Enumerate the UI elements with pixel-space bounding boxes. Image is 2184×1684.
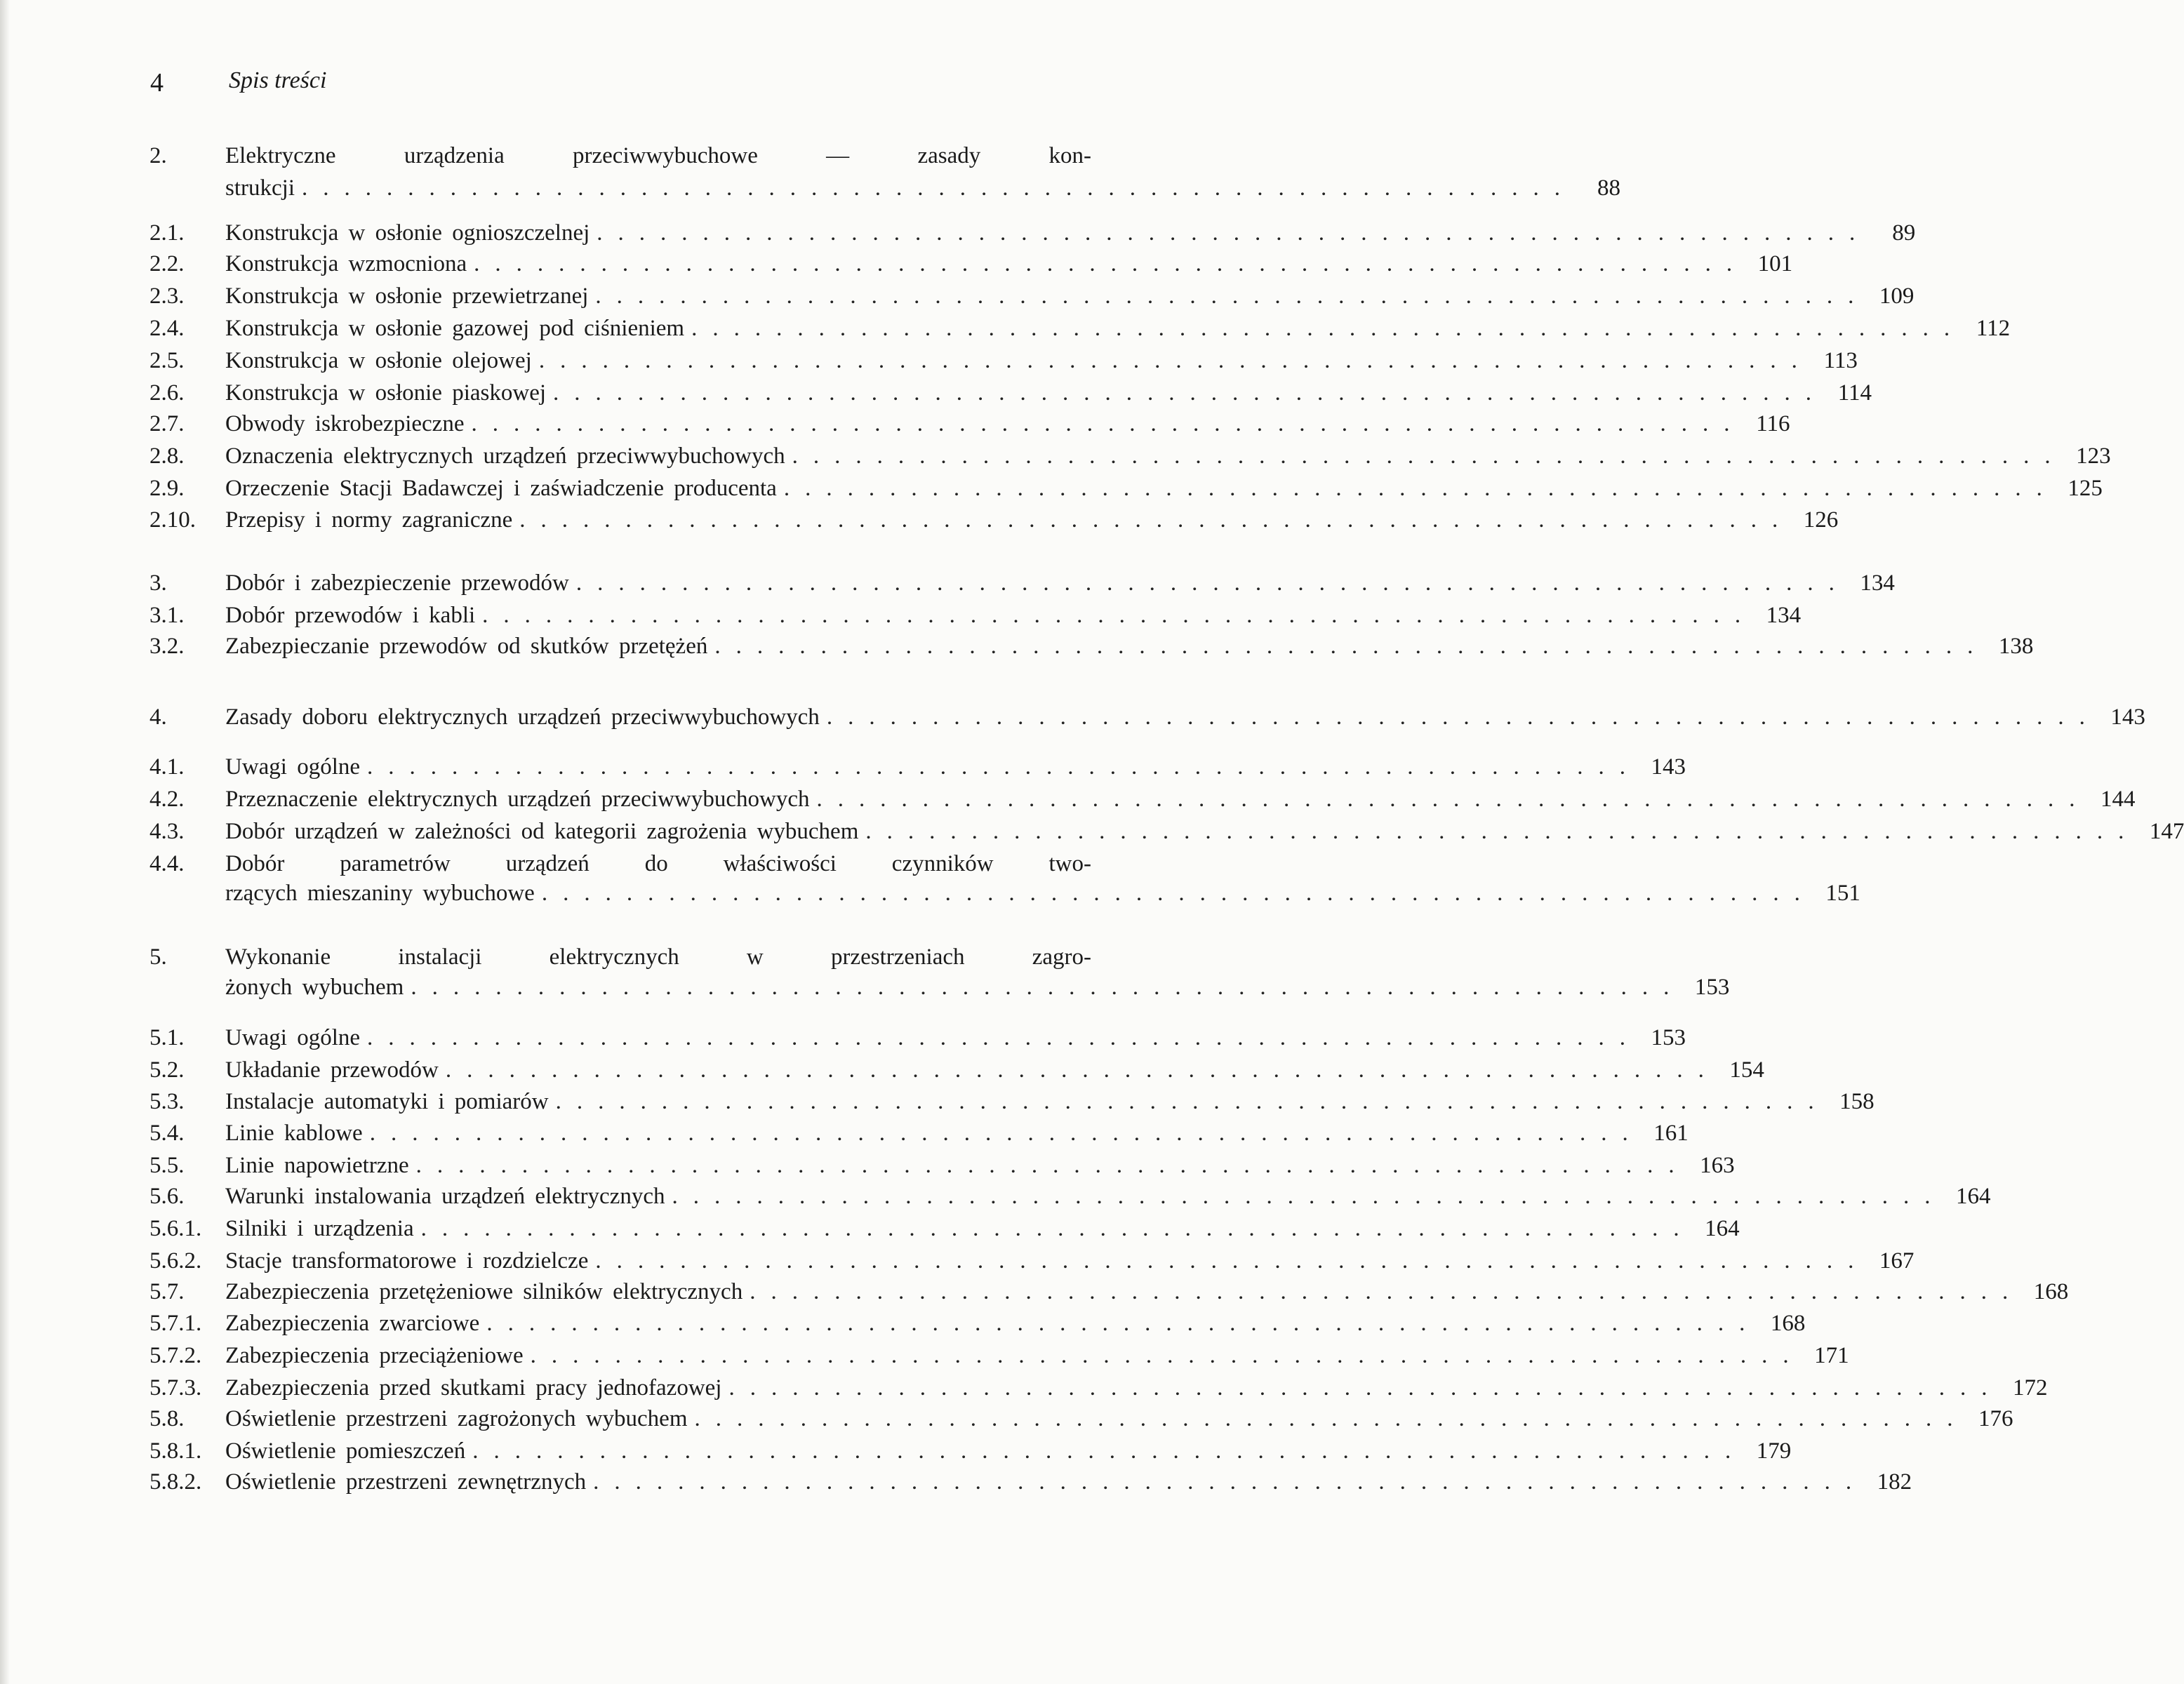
entry-page-number: 158 <box>1839 1089 1875 1115</box>
dot-leader: ............................................................ <box>750 1279 2024 1305</box>
dot-leader: ............................................................ <box>555 1089 1830 1115</box>
entry-title: Orzeczenie Stacji Badawczej i zaświadczenie producenta <box>225 476 777 502</box>
toc-entry-line <box>149 316 2011 347</box>
entry-title: Uwagi ogólne <box>225 754 361 780</box>
toc-entry-line <box>149 881 1860 911</box>
entry-title: Zabezpieczenia przeciążeniowe <box>225 1342 524 1368</box>
entry-title: Dobór urządzeń w zależności od kategorii zagrożenia wybuchem <box>225 818 859 844</box>
entry-number: 2.9. <box>149 476 185 502</box>
entry-page-number: 123 <box>2076 443 2111 469</box>
toc-entry-line <box>149 1375 2048 1406</box>
toc-entry-line <box>149 570 1895 601</box>
toc-entry-line <box>149 175 1620 206</box>
dot-leader: ............................................................ <box>595 1248 1870 1274</box>
entry-title: żonych wybuchem <box>225 974 404 1000</box>
toc-entry-line <box>149 754 1686 785</box>
entry-number: 2.7. <box>149 411 185 437</box>
dot-leader: ............................................................ <box>411 974 1685 1000</box>
entry-number: 2.5. <box>149 348 185 374</box>
entry-title: Uwagi ogólne <box>225 1024 361 1050</box>
entry-page-number: 112 <box>1976 316 2011 342</box>
dot-leader: ............................................................ <box>816 786 2091 812</box>
entry-title: Stacje transformatorowe i rozdzielcze <box>225 1248 589 1274</box>
entry-title: Linie kablowe <box>225 1120 363 1146</box>
entry-page-number: 89 <box>1892 220 1916 246</box>
entry-number: 5.4. <box>149 1120 185 1146</box>
dot-leader: ............................................................ <box>597 220 1871 246</box>
entry-number: 4. <box>149 704 167 730</box>
toc-entry-line <box>149 348 1858 379</box>
entry-page-number: 101 <box>1757 251 1793 277</box>
toc-entry-line <box>149 1248 1915 1279</box>
entry-number: 5.8.2. <box>149 1469 202 1495</box>
entry-title: Oświetlenie przestrzeni zagrożonych wybuchem <box>225 1406 688 1432</box>
toc-entry-line <box>149 443 2111 474</box>
toc-entry-line <box>149 1152 1735 1184</box>
toc-entry-line <box>149 851 1091 882</box>
dot-leader: ............................................................ <box>445 1057 1719 1083</box>
entry-number: 2.6. <box>149 380 185 406</box>
entry-number: 2.10. <box>149 507 196 533</box>
entry-title: Oświetlenie przestrzeni zewnętrznych <box>225 1469 587 1495</box>
toc-entry-line <box>149 1438 1792 1469</box>
entry-number: 5.7.2. <box>149 1342 202 1368</box>
toc-entry-line <box>149 602 1802 634</box>
entry-number: 5.7.1. <box>149 1310 202 1336</box>
entry-page-number: 126 <box>1803 507 1839 533</box>
entry-number: 5. <box>149 944 167 970</box>
entry-number: 3.2. <box>149 634 185 660</box>
toc-entry-line <box>149 143 1091 174</box>
entry-title: Wykonanie instalacji elektrycznych w przestrzeniach zagro- <box>225 944 1091 970</box>
entry-title: Warunki instalowania urządzeń elektrycznych <box>225 1184 665 1210</box>
entry-number: 5.7.3. <box>149 1375 202 1401</box>
entry-title: Zabezpieczenia przed skutkami pracy jednofazowej <box>225 1375 722 1401</box>
entry-number: 5.8. <box>149 1406 185 1432</box>
entry-number: 5.8.1. <box>149 1438 202 1464</box>
entry-number: 3.1. <box>149 602 185 628</box>
entry-title: Silniki i urządzenia <box>225 1216 414 1242</box>
entry-number: 4.4. <box>149 850 185 876</box>
entry-page-number: 109 <box>1879 283 1915 309</box>
entry-title: Konstrukcja wzmocniona <box>225 251 467 277</box>
entry-number: 4.2. <box>149 786 185 812</box>
entry-page-number: 116 <box>1756 411 1790 437</box>
entry-title: Zabezpieczenia zwarciowe <box>225 1310 480 1336</box>
entry-number: 5.6.2. <box>149 1248 202 1274</box>
toc-entry-line <box>149 283 1915 314</box>
entry-page-number: 161 <box>1653 1120 1689 1146</box>
entry-title: Zabezpieczenia przetężeniowe silników elektrycznych <box>225 1279 743 1305</box>
entry-page-number: 143 <box>2110 704 2145 730</box>
dot-leader: ............................................................ <box>595 283 1870 309</box>
entry-title: Dobór przewodów i kabli <box>225 602 476 628</box>
entry-page-number: 153 <box>1694 974 1730 1000</box>
toc-entry-line <box>149 1310 1806 1342</box>
entry-page-number: 163 <box>1700 1152 1735 1178</box>
entry-title: Konstrukcja w osłonie gazowej pod ciśnieniem <box>225 316 685 342</box>
entry-title: Dobór i zabezpieczenie przewodów <box>225 570 569 596</box>
entry-title: Zasady doboru elektrycznych urządzeń przeciwwybuchowych <box>225 704 820 730</box>
entry-page-number: 153 <box>1651 1024 1686 1050</box>
entry-page-number: 176 <box>1978 1406 2013 1432</box>
entry-title: Układanie przewodów <box>225 1057 439 1083</box>
dot-leader: ............................................................ <box>482 602 1757 628</box>
entry-number: 2.4. <box>149 316 185 342</box>
entry-number: 5.1. <box>149 1024 185 1050</box>
toc-entry-line <box>149 220 1916 251</box>
toc-entry-line <box>149 1184 1991 1215</box>
dot-leader: ............................................................ <box>826 704 2100 730</box>
entry-page-number: 88 <box>1597 175 1620 201</box>
entry-title: Konstrukcja w osłonie piaskowej <box>225 380 547 406</box>
dot-leader: ............................................................ <box>472 1438 1747 1464</box>
entry-title: Konstrukcja w osłonie przewietrzanej <box>225 283 589 309</box>
page-number: 4 <box>150 68 164 98</box>
entry-number: 5.2. <box>149 1057 185 1083</box>
entry-number: 2. <box>149 142 167 168</box>
toc-entry-line <box>149 634 2034 664</box>
entry-page-number: 179 <box>1756 1438 1792 1464</box>
entry-title: Konstrukcja w osłonie ognioszczelnej <box>225 220 590 246</box>
entry-page-number: 143 <box>1651 754 1686 780</box>
toc-entry-line <box>149 1057 1764 1088</box>
entry-number: 2.2. <box>149 251 185 277</box>
entry-number: 5.6. <box>149 1184 185 1210</box>
entry-title: Przeznaczenie elektrycznych urządzeń przeciwwybuchowych <box>225 786 810 812</box>
entry-page-number: 138 <box>1998 634 2034 660</box>
toc-entry-line <box>149 1469 1912 1500</box>
toc-entry-line <box>149 1342 1849 1374</box>
toc-entry-line <box>149 1279 2069 1310</box>
entry-page-number: 114 <box>1837 380 1872 406</box>
dot-leader: ............................................................ <box>865 818 2140 844</box>
toc-entry-line <box>149 786 2136 817</box>
entry-page-number: 125 <box>2068 476 2103 502</box>
entry-title: Linie napowietrzne <box>225 1152 409 1178</box>
entry-number: 5.6.1. <box>149 1216 202 1242</box>
toc-entry-line <box>149 1216 1740 1247</box>
entry-title: Elektryczne urządzenia przeciwwybuchowe — zasady kon- <box>225 142 1091 168</box>
entry-page-number: 164 <box>1705 1216 1740 1242</box>
toc-entry-line <box>149 1120 1689 1151</box>
entry-title: Obwody iskrobezpieczne <box>225 411 465 437</box>
entry-title: strukcji <box>225 175 295 201</box>
dot-leader: ............................................................ <box>474 251 1748 277</box>
dot-leader: ............................................................ <box>553 380 1827 406</box>
dot-leader: ............................................................ <box>415 1152 1690 1178</box>
entry-title: Instalacje automatyki i pomiarów <box>225 1089 549 1115</box>
entry-page-number: 168 <box>1770 1310 1806 1336</box>
entry-page-number: 167 <box>1879 1248 1915 1274</box>
dot-leader: ............................................................ <box>714 634 1989 660</box>
dot-leader: ............................................................ <box>575 570 1850 596</box>
page-edge-shadow <box>0 0 10 1684</box>
toc-entry-line <box>149 818 2184 850</box>
toc-entry-line <box>149 507 1839 538</box>
toc-entry-line <box>149 1024 1686 1056</box>
dot-leader: ............................................................ <box>783 476 2058 502</box>
dot-leader: ............................................................ <box>530 1342 1804 1368</box>
entry-page-number: 151 <box>1825 881 1860 907</box>
entry-title: Zabezpieczanie przewodów od skutków przetężeń <box>225 634 708 660</box>
entry-title: Oświetlenie pomieszczeń <box>225 1438 466 1464</box>
toc-entry-line <box>149 974 1730 1005</box>
dot-leader: ............................................................ <box>420 1216 1695 1242</box>
entry-page-number: 113 <box>1823 348 1858 374</box>
dot-leader: ............................................................ <box>691 316 1966 342</box>
entry-page-number: 134 <box>1860 570 1895 596</box>
toc-entry-line <box>149 704 2145 735</box>
dot-leader: ............................................................ <box>538 348 1813 374</box>
entry-page-number: 182 <box>1877 1469 1912 1495</box>
entry-title: Oznaczenia elektrycznych urządzeń przeciwwybuchowych <box>225 443 785 469</box>
dot-leader: ............................................................ <box>367 1024 1642 1050</box>
dot-leader: ............................................................ <box>369 1120 1644 1146</box>
entry-title: Przepisy i normy zagraniczne <box>225 507 513 533</box>
entry-title: Konstrukcja w osłonie olejowej <box>225 348 532 374</box>
toc-entry-line <box>149 380 1872 411</box>
entry-page-number: 134 <box>1766 602 1802 628</box>
dot-leader: ............................................................ <box>593 1469 1867 1495</box>
dot-leader: ............................................................ <box>728 1375 2003 1401</box>
dot-leader: ............................................................ <box>792 443 2066 469</box>
entry-number: 5.5. <box>149 1152 185 1178</box>
entry-number: 4.3. <box>149 818 185 844</box>
entry-title: Dobór parametrów urządzeń do właściwości czynników two- <box>225 850 1091 876</box>
entry-page-number: 171 <box>1814 1342 1849 1368</box>
dot-leader: ............................................................ <box>367 754 1642 780</box>
toc-entry-line <box>149 476 2103 507</box>
entry-page-number: 147 <box>2149 818 2184 844</box>
entry-number: 5.3. <box>149 1089 185 1115</box>
entry-title: rzących mieszaniny wybuchowe <box>225 881 535 907</box>
dot-leader: ............................................................ <box>486 1310 1761 1336</box>
dot-leader: ............................................................ <box>301 175 1576 201</box>
dot-leader: ............................................................ <box>694 1406 1969 1432</box>
entry-page-number: 172 <box>2012 1375 2048 1401</box>
entry-page-number: 154 <box>1729 1057 1764 1083</box>
running-header: Spis treści <box>229 67 327 93</box>
toc-entry-line <box>149 944 1091 975</box>
toc-entry-line <box>149 1406 2013 1437</box>
dot-leader: ............................................................ <box>471 411 1745 437</box>
entry-page-number: 168 <box>2033 1279 2069 1305</box>
entry-number: 3. <box>149 570 167 596</box>
toc-entry-line <box>149 251 1793 282</box>
entry-number: 2.1. <box>149 220 185 246</box>
entry-page-number: 164 <box>1956 1184 1991 1210</box>
entry-page-number: 144 <box>2100 786 2136 812</box>
entry-number: 2.8. <box>149 443 185 469</box>
dot-leader: ............................................................ <box>541 881 1816 907</box>
dot-leader: ............................................................ <box>519 507 1794 533</box>
toc-entry-line <box>149 411 1790 442</box>
dot-leader: ............................................................ <box>672 1184 1946 1210</box>
entry-number: 5.7. <box>149 1279 185 1305</box>
entry-number: 2.3. <box>149 283 185 309</box>
toc-entry-line <box>149 1089 1875 1120</box>
entry-number: 4.1. <box>149 754 185 780</box>
